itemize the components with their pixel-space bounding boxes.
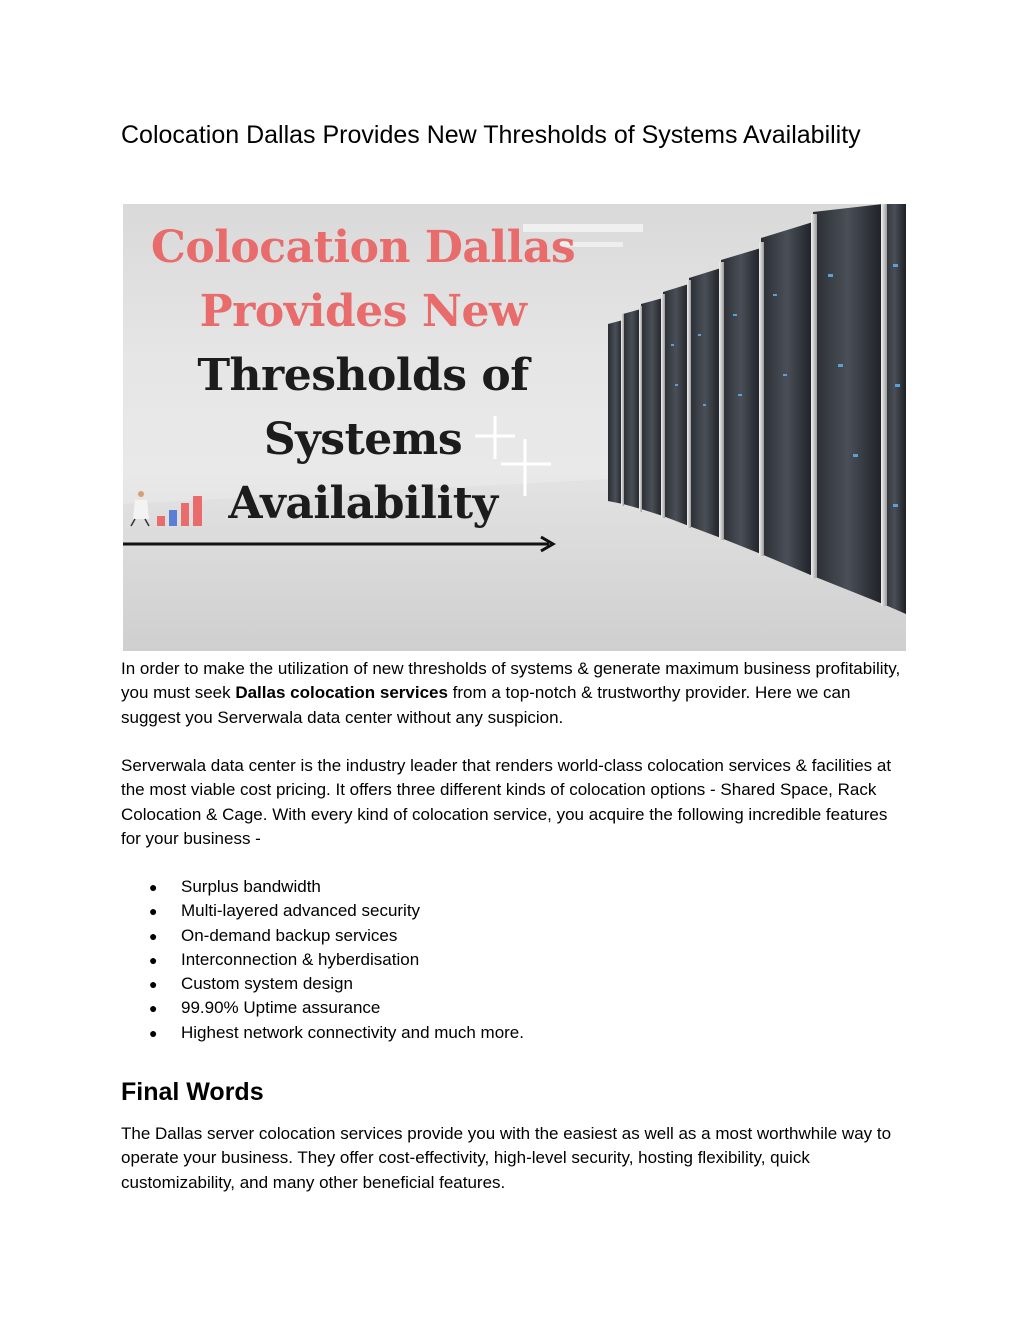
bullet-icon: ● [149, 927, 158, 944]
intro-text: In order to make the utilization of new thresholds of systems & generate maximum business profitability, you must seek [121, 659, 901, 703]
feature-label: On-demand backup services [181, 925, 398, 945]
feature-label: Highest network connectivity and much more. [181, 1022, 524, 1042]
dallas-colocation-services-emphasis: Dallas colocation services [235, 683, 448, 703]
hero-line: Systems [263, 414, 463, 465]
list-item [121, 875, 911, 899]
bullet-icon: ● [149, 1000, 158, 1017]
list-item [121, 972, 911, 996]
list-item [121, 1021, 911, 1045]
final-words-heading: Final Words [121, 1078, 264, 1106]
bullet-icon: ● [149, 976, 158, 993]
feature-label: Multi-layered advanced security [181, 901, 421, 921]
feature-list [121, 875, 911, 1045]
bullet-icon: ● [149, 1024, 158, 1041]
hero-image [123, 204, 906, 651]
final-paragraph: The Dallas server colocation services provide you with the easiest as well as a most worthwhile way to operate your business. They offer cost-effectivity, high-level security, hosting flexibility, quick customizability, and many other beneficial features. [121, 1124, 892, 1192]
hero-line: Colocation Dallas [150, 222, 576, 273]
hero-heading [123, 216, 603, 536]
hero-line: Provides New [199, 286, 527, 337]
feature-label: Interconnection & hyberdisation [181, 949, 420, 969]
feature-label: Custom system design [181, 974, 353, 994]
intro-text-end: from a top-notch & trustworthy provider. Here we can suggest you Serverwala data center without any suspicion. [121, 683, 851, 727]
list-item [121, 948, 911, 972]
bullet-icon: ● [149, 951, 158, 968]
page-title: Colocation Dallas Provides New Thresholds of Systems Availability [121, 121, 861, 149]
list-item [121, 899, 911, 923]
body-paragraph: Serverwala data center is the industry leader that renders world-class colocation services & facilities at the most viable cost pricing. It offers three different kinds of colocation options - Shared Space, Rack Colocation & Cage. With every kind of colocation service, you acquire the following incredible features for your business - [121, 756, 892, 849]
hero-line: Thresholds of [197, 350, 529, 401]
list-item [121, 924, 911, 948]
feature-label: 99.90% Uptime assurance [181, 998, 381, 1018]
bullet-icon: ● [149, 879, 158, 895]
list-item [121, 996, 911, 1020]
feature-label: Surplus bandwidth [181, 877, 321, 896]
intro-paragraph [121, 657, 911, 730]
hero-line: Availability [228, 478, 498, 529]
bullet-icon: ● [149, 903, 158, 920]
